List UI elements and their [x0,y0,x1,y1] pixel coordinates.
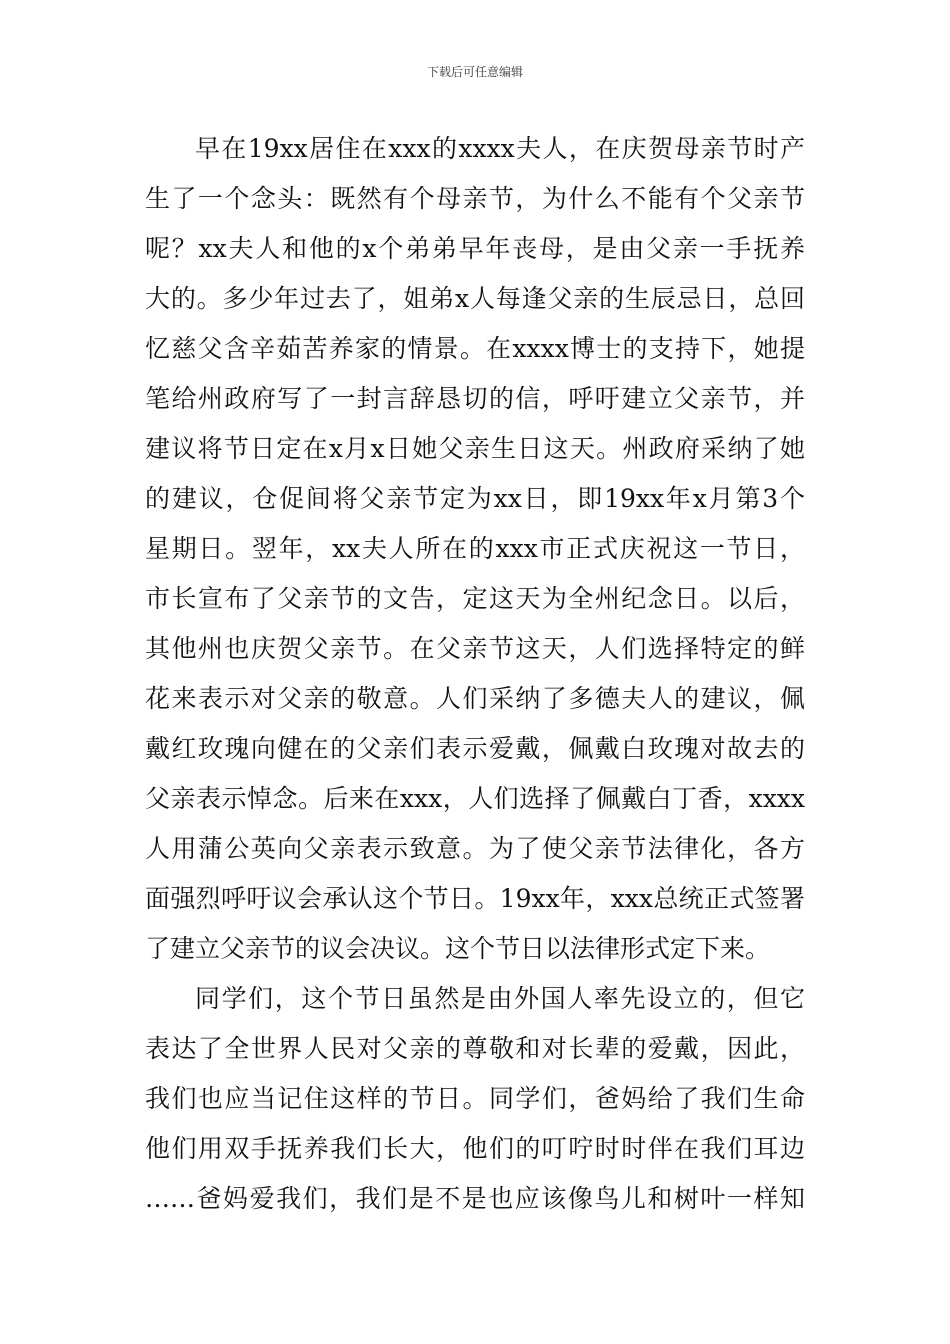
paragraph-1-line-2: 生了一个念头：既然有个母亲节，为什么不能有个父亲节 [145,184,805,213]
paragraph-1-line-3: 呢？xx夫人和他的x个弟弟早年丧母，是由父亲一手抚养 [145,234,805,263]
paragraph-2-line-5: ……爸妈爱我们，我们是不是也应该像鸟儿和树叶一样知 [145,1184,805,1213]
paragraph-1-line-4: 大的。多少年过去了，姐弟x人每逢父亲的生辰忌日，总回 [145,284,805,313]
paragraph-1-line-10: 市长宣布了父亲节的文告，定这天为全州纪念日。以后， [145,584,805,613]
page-header: 下载后可任意编辑 [426,65,523,79]
paragraph-2-line-4: 他们用双手抚养我们长大，他们的叮咛时时伴在我们耳边 [145,1134,805,1163]
paragraph-1-line-12: 花来表示对父亲的敬意。人们采纳了多德夫人的建议，佩 [145,684,805,713]
paragraph-1-line-15: 人用蒲公英向父亲表示致意。为了使父亲节法律化，各方 [145,834,805,863]
paragraph-1-line-1: 早在19xx居住在xxx的xxxx夫人，在庆贺母亲节时产 [195,134,805,163]
paragraph-2-line-1: 同学们，这个节日虽然是由外国人率先设立的，但它 [195,984,805,1013]
paragraph-1-line-5: 忆慈父含辛茹苦养家的情景。在xxxx博士的支持下，她提 [145,334,805,363]
paragraph-1-line-11: 其他州也庆贺父亲节。在父亲节这天，人们选择特定的鲜 [145,634,805,663]
paragraph-1-line-14: 父亲表示悼念。后来在xxx，人们选择了佩戴白丁香，xxxx [145,784,805,813]
paragraph-1-line-13: 戴红玫瑰向健在的父亲们表示爱戴，佩戴白玫瑰对故去的 [145,734,805,763]
paragraph-1-line-17: 了建立父亲节的议会决议。这个节日以法律形式定下来。 [145,934,771,963]
paragraph-2-line-2: 表达了全世界人民对父亲的尊敬和对长辈的爱戴，因此， [145,1034,805,1063]
paragraph-1-line-9: 星期日。翌年，xx夫人所在的xxx市正式庆祝这一节日， [145,534,805,563]
paragraph-2-line-3: 我们也应当记住这样的节日。同学们，爸妈给了我们生命 [145,1084,805,1113]
paragraph-1-line-8: 的建议，仓促间将父亲节定为xx日，即19xx年x月第3个 [145,484,805,513]
paragraph-1-line-16: 面强烈呼吁议会承认这个节日。19xx年，xxx总统正式签署 [145,884,805,913]
paragraph-1-line-7: 建议将节日定在x月x日她父亲生日这天。州政府采纳了她 [145,434,805,463]
paragraph-1-line-6: 笔给州政府写了一封言辞恳切的信，呼吁建立父亲节，并 [145,384,805,413]
